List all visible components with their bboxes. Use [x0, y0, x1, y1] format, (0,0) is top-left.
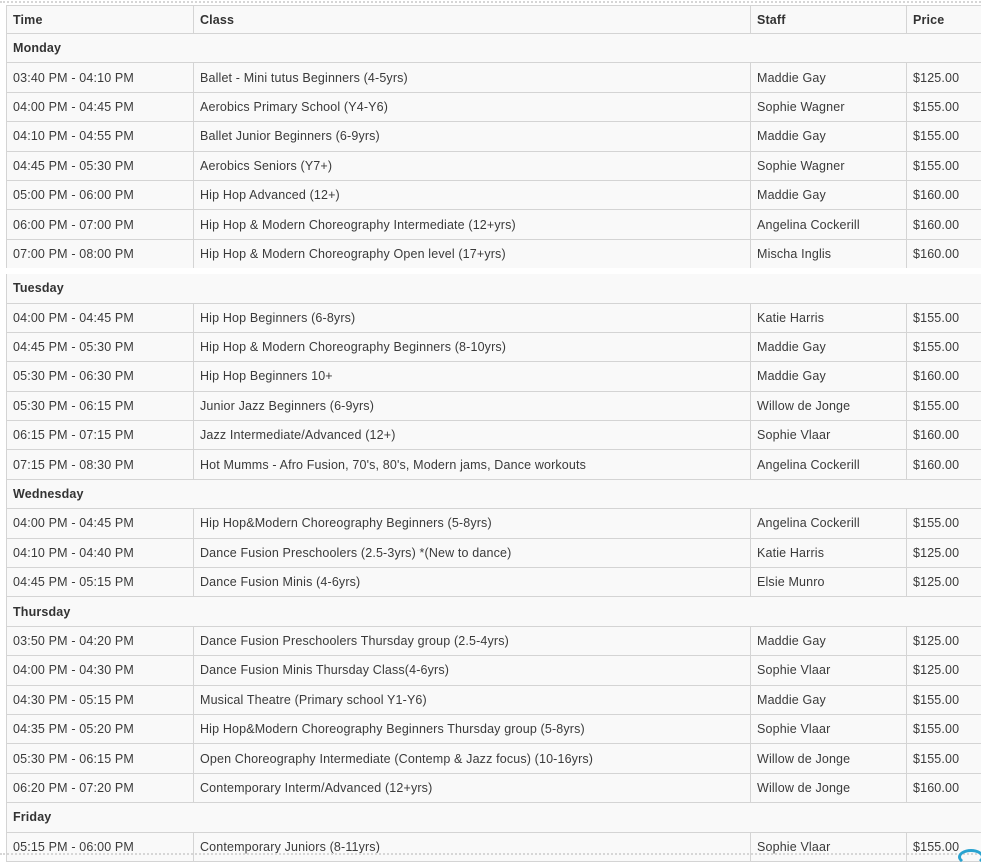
day-header-row: [7, 803, 981, 832]
session-time: 04:30 PM - 05:15 PM: [7, 685, 194, 714]
table-row: [7, 626, 981, 655]
session-time: 03:40 PM - 04:10 PM: [7, 63, 194, 92]
session-class: Hip Hop & Modern Choreography Open level (17+yrs): [194, 239, 751, 271]
session-staff: Angelina Cockerill: [751, 450, 907, 479]
session-class: Dance Fusion Minis (4-6yrs): [194, 568, 751, 597]
session-class: Aerobics Primary School (Y4-Y6): [194, 92, 751, 121]
session-price: $155.00: [907, 151, 981, 180]
table-row: [7, 239, 981, 271]
session-price: $155.00: [907, 92, 981, 121]
day-name: Thursday: [7, 597, 981, 626]
session-class: Dance Fusion Minis Thursday Class(4-6yrs): [194, 656, 751, 685]
session-staff: Maddie Gay: [751, 180, 907, 209]
header-staff: Staff: [751, 6, 907, 34]
session-class: Hot Mumms - Afro Fusion, 70's, 80's, Modern jams, Dance workouts: [194, 450, 751, 479]
session-time: 04:00 PM - 04:45 PM: [7, 509, 194, 538]
table-row: [7, 122, 981, 151]
table-row: [7, 538, 981, 567]
session-class: Hip Hop&Modern Choreography Beginners Thursday group (5-8yrs): [194, 714, 751, 743]
session-price: $155.00: [907, 391, 981, 420]
session-price: $155.00: [907, 832, 981, 861]
header-class: Class: [194, 6, 751, 34]
page-bottom-dotted-border: [0, 853, 981, 855]
session-staff: Sophie Vlaar: [751, 656, 907, 685]
session-time: 04:35 PM - 05:20 PM: [7, 714, 194, 743]
session-time: 04:00 PM - 04:30 PM: [7, 656, 194, 685]
session-class: Jazz Intermediate/Advanced (12+): [194, 421, 751, 450]
session-class: Ballet - Mini tutus Beginners (4-5yrs): [194, 63, 751, 92]
chat-widget-icon[interactable]: [958, 849, 981, 865]
table-row: [7, 450, 981, 479]
session-staff: Angelina Cockerill: [751, 210, 907, 239]
session-price: $125.00: [907, 626, 981, 655]
session-time: 05:00 PM - 06:00 PM: [7, 180, 194, 209]
table-header-row: [7, 6, 981, 34]
session-staff: Maddie Gay: [751, 332, 907, 361]
day-name: Friday: [7, 803, 981, 832]
table-row: [7, 832, 981, 861]
session-staff: Sophie Wagner: [751, 92, 907, 121]
day-header-row: [7, 479, 981, 508]
table-row: [7, 332, 981, 361]
table-row: [7, 714, 981, 743]
session-staff: Maddie Gay: [751, 685, 907, 714]
session-time: 04:45 PM - 05:30 PM: [7, 332, 194, 361]
session-time: 04:10 PM - 04:55 PM: [7, 122, 194, 151]
session-time: 07:15 PM - 08:30 PM: [7, 450, 194, 479]
day-name: Wednesday: [7, 479, 981, 508]
session-class: Hip Hop & Modern Choreography Intermediate (12+yrs): [194, 210, 751, 239]
session-staff: Willow de Jonge: [751, 744, 907, 773]
table-row: [7, 180, 981, 209]
table-row: [7, 509, 981, 538]
session-price: $160.00: [907, 421, 981, 450]
class-schedule-table: [6, 5, 981, 862]
session-time: 04:10 PM - 04:40 PM: [7, 538, 194, 567]
session-time: 05:30 PM - 06:30 PM: [7, 362, 194, 391]
session-class: Open Choreography Intermediate (Contemp & Jazz focus) (10-16yrs): [194, 744, 751, 773]
day-header-row: [7, 34, 981, 63]
session-price: $160.00: [907, 239, 981, 271]
session-time: 04:45 PM - 05:15 PM: [7, 568, 194, 597]
page-top-dotted-border: [0, 1, 981, 3]
session-staff: Elsie Munro: [751, 568, 907, 597]
session-time: 07:00 PM - 08:00 PM: [7, 239, 194, 271]
session-staff: Mischa Inglis: [751, 239, 907, 271]
session-price: $160.00: [907, 450, 981, 479]
session-class: Hip Hop&Modern Choreography Beginners (5-8yrs): [194, 509, 751, 538]
session-staff: Sophie Vlaar: [751, 714, 907, 743]
header-time: Time: [7, 6, 194, 34]
session-staff: Angelina Cockerill: [751, 509, 907, 538]
day-header-row: [7, 597, 981, 626]
session-staff: Katie Harris: [751, 303, 907, 332]
session-class: Hip Hop Beginners 10+: [194, 362, 751, 391]
session-price: $160.00: [907, 180, 981, 209]
session-price: $155.00: [907, 303, 981, 332]
session-time: 06:20 PM - 07:20 PM: [7, 773, 194, 802]
session-class: Junior Jazz Beginners (6-9yrs): [194, 391, 751, 420]
session-staff: Willow de Jonge: [751, 391, 907, 420]
session-class: Dance Fusion Preschoolers Thursday group (2.5-4yrs): [194, 626, 751, 655]
table-row: [7, 63, 981, 92]
session-class: Hip Hop Beginners (6-8yrs): [194, 303, 751, 332]
table-row: [7, 391, 981, 420]
session-staff: Maddie Gay: [751, 63, 907, 92]
schedule-body: [7, 34, 981, 862]
table-row: [7, 773, 981, 802]
session-price: $155.00: [907, 122, 981, 151]
table-row: [7, 568, 981, 597]
session-price: $125.00: [907, 63, 981, 92]
session-class: Musical Theatre (Primary school Y1-Y6): [194, 685, 751, 714]
table-row: [7, 362, 981, 391]
session-staff: Maddie Gay: [751, 626, 907, 655]
table-row: [7, 151, 981, 180]
table-row: [7, 421, 981, 450]
table-row: [7, 656, 981, 685]
session-price: $125.00: [907, 538, 981, 567]
session-staff: Sophie Vlaar: [751, 832, 907, 861]
session-staff: Willow de Jonge: [751, 773, 907, 802]
header-price: Price: [907, 6, 981, 34]
session-class: Hip Hop Advanced (12+): [194, 180, 751, 209]
session-class: Aerobics Seniors (Y7+): [194, 151, 751, 180]
session-price: $160.00: [907, 362, 981, 391]
session-time: 04:45 PM - 05:30 PM: [7, 151, 194, 180]
session-class: Contemporary Interm/Advanced (12+yrs): [194, 773, 751, 802]
session-time: 03:50 PM - 04:20 PM: [7, 626, 194, 655]
table-row: [7, 744, 981, 773]
session-time: 05:30 PM - 06:15 PM: [7, 744, 194, 773]
table-row: [7, 210, 981, 239]
session-price: $155.00: [907, 714, 981, 743]
session-price: $125.00: [907, 656, 981, 685]
table-row: [7, 303, 981, 332]
session-class: Hip Hop & Modern Choreography Beginners (8-10yrs): [194, 332, 751, 361]
session-price: $155.00: [907, 509, 981, 538]
session-time: 06:15 PM - 07:15 PM: [7, 421, 194, 450]
session-price: $155.00: [907, 744, 981, 773]
session-price: $155.00: [907, 685, 981, 714]
session-time: 06:00 PM - 07:00 PM: [7, 210, 194, 239]
session-staff: Katie Harris: [751, 538, 907, 567]
session-price: $160.00: [907, 210, 981, 239]
session-class: Ballet Junior Beginners (6-9yrs): [194, 122, 751, 151]
table-row: [7, 92, 981, 121]
day-name: Monday: [7, 34, 981, 63]
day-header-row: [7, 271, 981, 303]
table-row: [7, 685, 981, 714]
session-price: $125.00: [907, 568, 981, 597]
session-time: 04:00 PM - 04:45 PM: [7, 92, 194, 121]
session-time: 04:00 PM - 04:45 PM: [7, 303, 194, 332]
session-time: 05:15 PM - 06:00 PM: [7, 832, 194, 861]
day-name: Tuesday: [7, 271, 981, 303]
session-staff: Sophie Vlaar: [751, 421, 907, 450]
session-class: Contemporary Juniors (8-11yrs): [194, 832, 751, 861]
session-class: Dance Fusion Preschoolers (2.5-3yrs) *(New to dance): [194, 538, 751, 567]
session-staff: Maddie Gay: [751, 362, 907, 391]
session-time: 05:30 PM - 06:15 PM: [7, 391, 194, 420]
session-price: $160.00: [907, 773, 981, 802]
session-staff: Sophie Wagner: [751, 151, 907, 180]
session-staff: Maddie Gay: [751, 122, 907, 151]
session-price: $155.00: [907, 332, 981, 361]
